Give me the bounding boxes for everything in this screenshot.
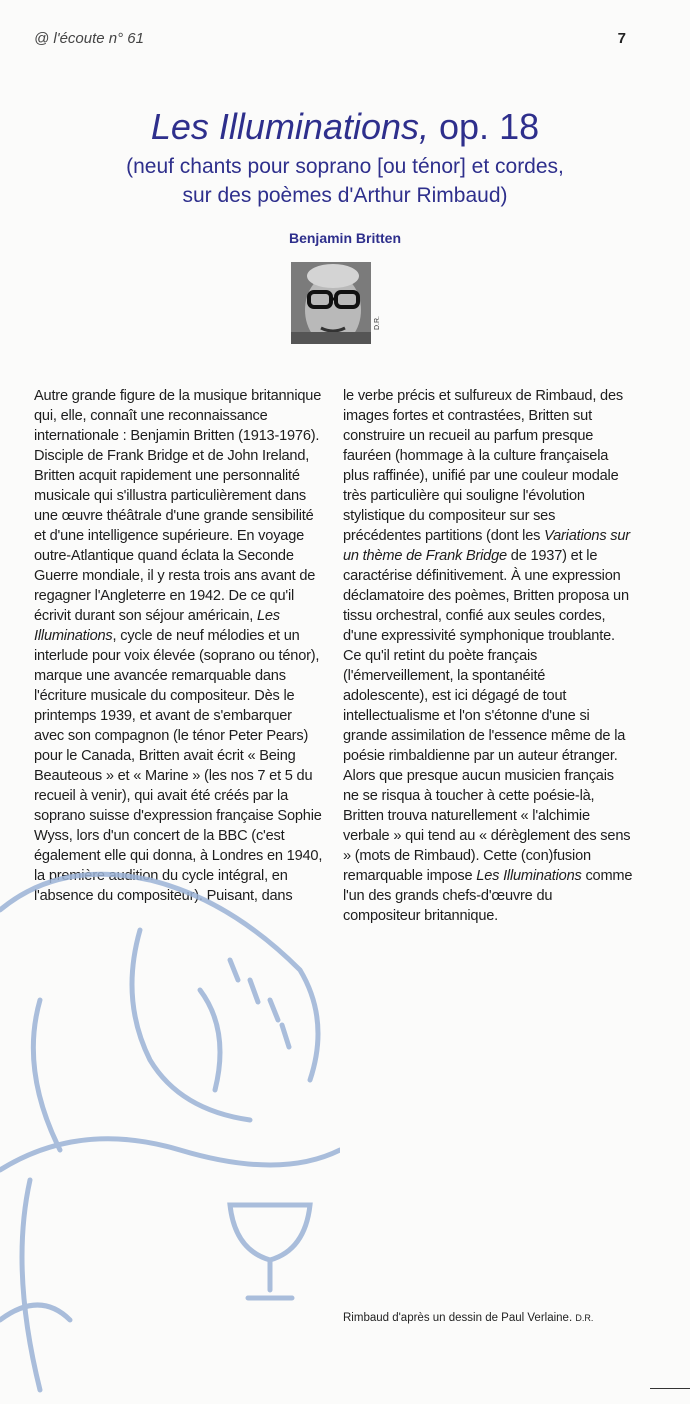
publication-header: @ l'écoute n° 61	[34, 30, 144, 47]
title-italic: Les Illuminations,	[150, 106, 430, 147]
article-text: Autre grande figure de la musique britannique qui, elle, connaît une reconnaissance internationale : Benjamin Britten (1913-1976). Disciple de Frank Bridge et de John Ireland, Britten acquit rapidement une personnalité musicale qui s'illustra particulièrement dans une œuvre théâtrale d'une grande sensibilité et d'une intelligence supérieure. En voyage outre-Atlantique quand éclata la Seconde Guerre mondiale, il y resta trois ans avant de regagner l'Angleterre en 1942. De ce qu'il écrivit durant son séjour américain,	[34, 388, 322, 624]
work-title: Variations sur un thème de Frank Bridge	[343, 528, 630, 564]
article-text: le verbe précis et sulfureux de Rimbaud, des images fortes et contrastées, Britten sut construire un recueil au parfum presque fauréen (hommage à la culture françaisela plus raffinée), unifié par une couleur modale très particulière qui souligne l'évolution stylistique du compositeur sur ses précédentes partitions (dont les	[343, 388, 623, 544]
image-caption	[343, 1312, 593, 1324]
portrait-image	[291, 262, 371, 344]
article-text: , cycle de neuf mélodies et un interlude pour voix élevée (soprano ou ténor), marque une avancée remarquable dans l'écriture musicale du compositeur. Dès le printemps 1939, et avant de s'embarquer avec son compagnon (le ténor Peter Pears) pour le Canada, Britten avait écrit « Being Beauteous » et « Marine » (les nos 7 et 5 du recueil à venir), qui avait été créés par la soprano suisse d'expression française Sophie Wyss, lors d'un concert de la BBC (c'est également elle qui donna, à Londres en 1940, la première audition du cycle intégral, en l'absence du compositeur). Puisant, dans	[34, 628, 323, 904]
article-paragraph	[343, 386, 633, 926]
page-edge-line	[650, 1388, 690, 1389]
page-number: 7	[617, 30, 626, 47]
composer-portrait	[291, 262, 371, 344]
work-title: Les Illuminations	[34, 608, 280, 644]
article-text: de 1937) et le caractérise définitivement. À une expression déclamatoire des poèmes, Britten proposa un tissu orchestral, confié aux seules cordes, d'une expressivité symphonique troublante. Ce qu'il retint du poète français (l'émerveillement, la spontanéité adolescente), est ici dégagé de tout intellectualisme et l'on s'étonne d'une si grande assimilation de l'essence même de la poésie rimbaldienne par un auteur étranger. Alors que presque aucun musicien français ne se risqua à toucher à cette poésie-là, Britten trouva naturellement « l'alchimie verbale » qui tend au « dérèglement des sens » (mots de Rimbaud). Cette (con)fusion remarquable impose	[343, 548, 631, 884]
work-title: Les Illuminations	[476, 868, 582, 884]
composer-name: Benjamin Britten	[288, 230, 401, 246]
article-column-left	[34, 386, 324, 906]
photo-credit: D.R.	[374, 316, 381, 330]
subtitle-line-2: sur des poèmes d'Arthur Rimbaud)	[182, 184, 508, 207]
page-title	[0, 105, 690, 149]
caption-text: Rimbaud d'après un dessin de Paul Verlaine.	[343, 1312, 576, 1324]
subtitle-line-1: (neuf chants pour soprano [ou ténor] et cordes,	[126, 155, 564, 178]
article-paragraph	[34, 386, 324, 906]
caption-credit: D.R.	[575, 1313, 594, 1323]
subtitle	[0, 152, 690, 210]
title-opus: op. 18	[429, 106, 540, 147]
article-text: comme l'un des grands chefs-d'œuvre du compositeur britannique.	[343, 868, 633, 924]
article-column-right	[343, 386, 633, 926]
rimbaud-sketch	[0, 850, 340, 1404]
